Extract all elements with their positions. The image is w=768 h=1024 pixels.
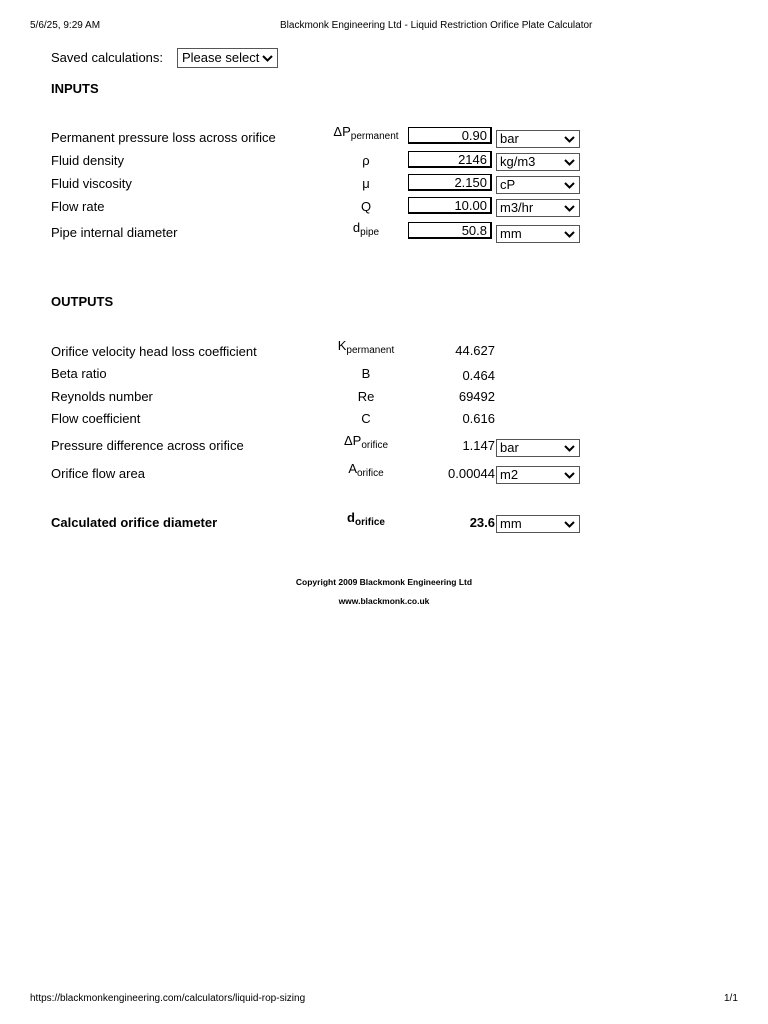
flow-coefficient-value: 0.616 [462,411,495,426]
chevron-down-icon [564,134,575,144]
website-link[interactable]: www.blackmonk.co.uk [338,596,430,606]
symbol-beta-ratio: B [361,366,371,381]
pipe-diameter-unit-select[interactable] [496,225,580,243]
chevron-down-icon [564,180,575,190]
symbol-flow-rate: Q [360,199,372,214]
unit-value: m3/hr [500,200,534,215]
input-label-pipe-diameter: Pipe internal diameter [51,225,178,240]
symbol-orifice-diameter: $d_{orifice}$ [347,510,385,528]
symbol-pressure-loss: $\Delta P_{permanent}$ [333,124,399,142]
pressure-loss-input[interactable]: 0.90 [408,127,492,144]
unit-value: cP [500,177,516,192]
symbol-reynolds-number: Re [357,389,375,404]
inputs-heading: INPUTS [51,81,99,96]
print-title: Blackmonk Engineering Ltd - Liquid Restriction Orifice Plate Calculator [280,20,593,31]
chevron-down-icon [564,470,575,480]
outputs-heading: OUTPUTS [51,294,114,309]
fluid-viscosity-unit-select[interactable] [496,176,580,194]
fluid-viscosity-input[interactable]: 2.150 [408,174,492,191]
symbol-fluid-density: ρ [362,153,370,168]
unit-value: mm [500,226,522,241]
beta-ratio-value: 0.464 [462,368,495,383]
input-label-fluid-viscosity: Fluid viscosity [51,176,132,191]
chevron-down-icon [564,519,575,529]
pressure-difference-value: 1.147 [462,438,495,453]
pipe-diameter-input[interactable]: 50.8 [408,222,492,239]
chevron-down-icon [564,203,575,213]
flow-rate-input[interactable]: 10.00 [408,197,492,214]
output-label-beta-ratio: Beta ratio [51,366,107,381]
output-label-orifice-flow-area: Orifice flow area [51,466,145,481]
symbol-velocity-head-loss: $K_{permanent}$ [337,338,395,356]
output-label-flow-coefficient: Flow coefficient [51,411,141,426]
unit-value: mm [500,516,522,531]
symbol-pipe-diameter: $d_{pipe}$ [352,220,380,238]
output-label-reynolds-number: Reynolds number [51,389,153,404]
unit-value: bar [500,131,519,146]
chevron-down-icon [564,443,575,453]
input-label-fluid-density: Fluid density [51,153,124,168]
orifice-diameter-value: 23.6 [469,515,495,530]
flow-rate-unit-select[interactable] [496,199,580,217]
output-label-velocity-head-loss: Orifice velocity head loss coefficient [51,344,257,359]
reynolds-number-value: 69492 [458,389,495,404]
print-page-number: 1/1 [724,993,738,1004]
input-label-pressure-loss: Permanent pressure loss across orifice [51,130,276,145]
symbol-flow-coefficient: C [361,411,371,426]
fluid-density-input[interactable]: 2146 [408,151,492,168]
symbol-orifice-flow-area: $A_{orifice}$ [348,461,384,479]
print-url: https://blackmonkengineering.com/calculators/liquid-rop-sizing [30,993,306,1004]
output-label-pressure-difference: Pressure difference across orifice [51,438,244,453]
chevron-down-icon [564,157,575,167]
unit-value: bar [500,440,519,455]
copyright-text: Copyright 2009 Blackmonk Engineering Ltd [295,577,473,587]
input-label-flow-rate: Flow rate [51,199,105,214]
orifice-flow-area-unit-select[interactable] [496,466,580,484]
unit-value: kg/m3 [500,154,536,169]
fluid-density-unit-select[interactable] [496,153,580,171]
symbol-pressure-difference: $\Delta P_{orifice}$ [343,433,389,451]
saved-calculations-select[interactable] [177,48,278,68]
velocity-head-loss-value: 44.627 [455,343,495,358]
saved-calculations-label: Saved calculations: [51,50,164,65]
pressure-difference-unit-select[interactable] [496,439,580,457]
output-label-orifice-diameter: Calculated orifice diameter [51,515,218,530]
unit-value: m2 [500,467,519,482]
print-datetime: 5/6/25, 9:29 AM [30,20,101,31]
orifice-flow-area-value: 0.00044 [448,466,495,481]
chevron-down-icon [262,53,273,63]
orifice-diameter-unit-select[interactable] [496,515,580,533]
pressure-loss-unit-select[interactable] [496,130,580,148]
chevron-down-icon [564,229,575,239]
symbol-fluid-viscosity: μ [362,176,370,191]
saved-calculations-value: Please select [182,50,260,65]
